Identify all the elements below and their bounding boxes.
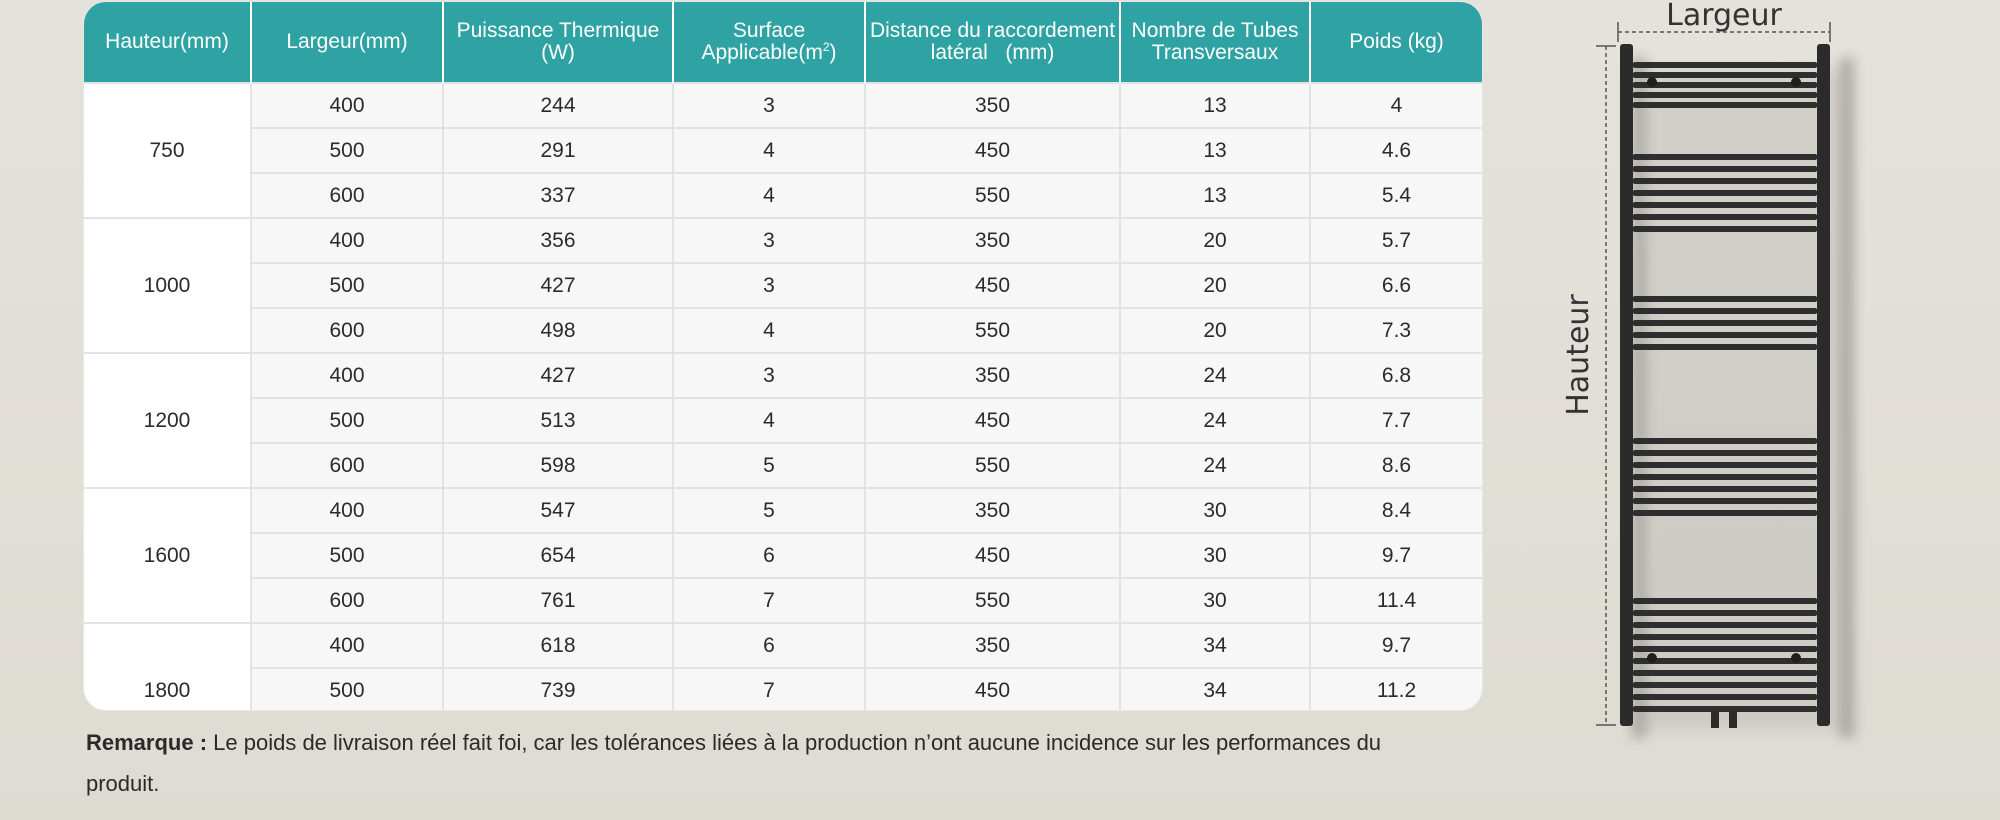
hauteur-cell: 1000 xyxy=(84,218,251,353)
header-surface-line2: Applicable(m xyxy=(701,41,823,64)
distance-cell: 350 xyxy=(865,353,1120,398)
poids-cell: 7.7 xyxy=(1310,398,1482,443)
puissance-cell: 654 xyxy=(443,533,673,578)
radiator-tube xyxy=(1633,450,1817,456)
poids-cell: 5.4 xyxy=(1310,173,1482,218)
table-row xyxy=(84,578,1482,623)
radiator-tube xyxy=(1633,498,1817,504)
remark-text: Le poids de livraison réel fait foi, car les tolérances liées à la production n’ont aucune incidence sur les performances du produit. xyxy=(86,730,1382,796)
hauteur-cell: 1200 xyxy=(84,353,251,488)
poids-cell: 9.7 xyxy=(1310,533,1482,578)
header-largeur: Largeur(mm) xyxy=(251,2,443,83)
spec-table xyxy=(84,2,1482,710)
header-surface-exponent: 2 xyxy=(822,40,830,54)
puissance-cell: 761 xyxy=(443,578,673,623)
table-row xyxy=(84,218,1482,263)
tubes-cell: 24 xyxy=(1120,398,1310,443)
tubes-cell: 20 xyxy=(1120,218,1310,263)
puissance-cell: 337 xyxy=(443,173,673,218)
largeur-cell: 500 xyxy=(251,128,443,173)
tubes-cell: 30 xyxy=(1120,533,1310,578)
radiator-tube xyxy=(1633,682,1817,688)
largeur-cell: 500 xyxy=(251,533,443,578)
header-surface xyxy=(673,2,865,83)
distance-cell: 550 xyxy=(865,308,1120,353)
puissance-cell: 291 xyxy=(443,128,673,173)
height-dimension xyxy=(1561,46,1616,725)
header-tubes-line1: Nombre de Tubes xyxy=(1131,19,1299,42)
radiator-diagram xyxy=(1540,0,1960,760)
tubes-cell: 30 xyxy=(1120,488,1310,533)
tubes-cell: 20 xyxy=(1120,263,1310,308)
radiator-tube xyxy=(1633,190,1817,196)
distance-cell: 550 xyxy=(865,578,1120,623)
surface-cell: 6 xyxy=(673,623,865,668)
surface-cell: 5 xyxy=(673,488,865,533)
tubes-cell: 13 xyxy=(1120,83,1310,128)
hauteur-cell: 1600 xyxy=(84,488,251,623)
distance-cell: 350 xyxy=(865,83,1120,128)
tubes-cell: 34 xyxy=(1120,623,1310,668)
surface-cell: 4 xyxy=(673,128,865,173)
spec-table-header xyxy=(84,2,1482,83)
table-row xyxy=(84,128,1482,173)
header-row xyxy=(84,2,1482,83)
surface-cell: 6 xyxy=(673,533,865,578)
radiator-tube xyxy=(1633,202,1817,208)
header-surface-close: ) xyxy=(829,41,837,64)
tubes-cell: 20 xyxy=(1120,308,1310,353)
table-row xyxy=(84,533,1482,578)
poids-cell: 11.2 xyxy=(1310,668,1482,710)
poids-cell: 8.4 xyxy=(1310,488,1482,533)
radiator-tube xyxy=(1633,598,1817,604)
radiator-tube xyxy=(1633,62,1817,68)
largeur-cell: 400 xyxy=(251,83,443,128)
table-row xyxy=(84,308,1482,353)
radiator-tube xyxy=(1633,646,1817,652)
spec-table-body xyxy=(84,83,1482,710)
largeur-cell: 400 xyxy=(251,218,443,263)
surface-cell: 5 xyxy=(673,443,865,488)
radiator-tube xyxy=(1633,694,1817,700)
puissance-cell: 427 xyxy=(443,353,673,398)
header-puissance-line2: (W) xyxy=(541,41,575,64)
radiator-illustration xyxy=(1540,0,1960,760)
largeur-cell: 500 xyxy=(251,668,443,710)
table-row xyxy=(84,398,1482,443)
header-tubes-line2: Transversaux xyxy=(1151,41,1279,64)
header-distance-line1: Distance du raccordement xyxy=(869,19,1116,42)
table-row xyxy=(84,83,1482,128)
radiator-tube xyxy=(1633,344,1817,350)
puissance-cell: 618 xyxy=(443,623,673,668)
table-row xyxy=(84,668,1482,710)
radiator-tube xyxy=(1633,670,1817,676)
spec-table-container xyxy=(84,2,1482,710)
puissance-cell: 427 xyxy=(443,263,673,308)
radiator-tube xyxy=(1633,166,1817,172)
puissance-cell: 498 xyxy=(443,308,673,353)
table-row xyxy=(84,173,1482,218)
radiator-tube xyxy=(1633,296,1817,302)
tubes-cell: 34 xyxy=(1120,668,1310,710)
poids-cell: 9.7 xyxy=(1310,623,1482,668)
surface-cell: 3 xyxy=(673,218,865,263)
table-row xyxy=(84,443,1482,488)
surface-cell: 4 xyxy=(673,398,865,443)
distance-cell: 450 xyxy=(865,128,1120,173)
radiator-tube xyxy=(1633,320,1817,326)
radiator-tube xyxy=(1633,658,1817,664)
largeur-cell: 600 xyxy=(251,578,443,623)
radiator-tube xyxy=(1633,154,1817,160)
radiator-tube xyxy=(1633,102,1817,108)
largeur-cell: 500 xyxy=(251,263,443,308)
distance-cell: 450 xyxy=(865,263,1120,308)
poids-cell: 4 xyxy=(1310,83,1482,128)
largeur-cell: 600 xyxy=(251,173,443,218)
radiator-tube xyxy=(1633,92,1817,98)
puissance-cell: 244 xyxy=(443,83,673,128)
remark-note xyxy=(86,722,1386,804)
radiator-tube xyxy=(1633,214,1817,220)
largeur-cell: 600 xyxy=(251,443,443,488)
distance-cell: 450 xyxy=(865,398,1120,443)
table-row xyxy=(84,263,1482,308)
height-label: Hauteur xyxy=(1561,294,1596,416)
tubes-cell: 24 xyxy=(1120,443,1310,488)
poids-cell: 11.4 xyxy=(1310,578,1482,623)
surface-cell: 7 xyxy=(673,668,865,710)
puissance-cell: 739 xyxy=(443,668,673,710)
poids-cell: 6.8 xyxy=(1310,353,1482,398)
poids-cell: 6.6 xyxy=(1310,263,1482,308)
tubes-cell: 24 xyxy=(1120,353,1310,398)
header-distance xyxy=(865,2,1120,83)
distance-cell: 450 xyxy=(865,668,1120,710)
poids-cell: 7.3 xyxy=(1310,308,1482,353)
radiator-tube xyxy=(1633,226,1817,232)
remark-label: Remarque : xyxy=(86,730,208,755)
radiator-tube xyxy=(1633,622,1817,628)
radiator-tube xyxy=(1633,462,1817,468)
puissance-cell: 547 xyxy=(443,488,673,533)
radiator-tube xyxy=(1633,610,1817,616)
radiator-tube xyxy=(1633,72,1817,78)
surface-cell: 4 xyxy=(673,308,865,353)
poids-cell: 8.6 xyxy=(1310,443,1482,488)
radiator-tube xyxy=(1633,510,1817,516)
distance-cell: 350 xyxy=(865,218,1120,263)
radiator-tube xyxy=(1633,308,1817,314)
hauteur-cell: 1800 xyxy=(84,623,251,710)
table-row xyxy=(84,488,1482,533)
radiator-tube xyxy=(1633,438,1817,444)
radiator-tube xyxy=(1633,706,1817,712)
header-hauteur: Hauteur(mm) xyxy=(84,2,251,83)
tubes-cell: 13 xyxy=(1120,128,1310,173)
distance-cell: 450 xyxy=(865,533,1120,578)
header-distance-line2: latéral (mm) xyxy=(930,41,1055,64)
surface-cell: 4 xyxy=(673,173,865,218)
distance-cell: 350 xyxy=(865,488,1120,533)
distance-cell: 550 xyxy=(865,173,1120,218)
radiator-tube xyxy=(1633,178,1817,184)
distance-cell: 350 xyxy=(865,623,1120,668)
surface-cell: 3 xyxy=(673,263,865,308)
surface-cell: 7 xyxy=(673,578,865,623)
radiator-tube xyxy=(1633,634,1817,640)
table-row xyxy=(84,623,1482,668)
tubes-cell: 13 xyxy=(1120,173,1310,218)
surface-cell: 3 xyxy=(673,353,865,398)
surface-cell: 3 xyxy=(673,83,865,128)
largeur-cell: 500 xyxy=(251,398,443,443)
header-tubes xyxy=(1120,2,1310,83)
header-puissance xyxy=(443,2,673,83)
radiator-tube xyxy=(1633,332,1817,338)
table-row xyxy=(84,353,1482,398)
largeur-cell: 400 xyxy=(251,488,443,533)
largeur-cell: 400 xyxy=(251,353,443,398)
puissance-cell: 598 xyxy=(443,443,673,488)
largeur-cell: 400 xyxy=(251,623,443,668)
puissance-cell: 513 xyxy=(443,398,673,443)
header-surface-line1: Surface xyxy=(732,19,806,42)
largeur-cell: 600 xyxy=(251,308,443,353)
width-dimension xyxy=(1618,0,1830,42)
radiator-tube xyxy=(1633,82,1817,88)
radiator-tube xyxy=(1633,474,1817,480)
tubes-cell: 30 xyxy=(1120,578,1310,623)
radiator-tube xyxy=(1633,486,1817,492)
distance-cell: 550 xyxy=(865,443,1120,488)
poids-cell: 4.6 xyxy=(1310,128,1482,173)
header-poids: Poids (kg) xyxy=(1310,2,1482,83)
poids-cell: 5.7 xyxy=(1310,218,1482,263)
width-label: Largeur xyxy=(1666,0,1782,33)
header-puissance-line1: Puissance Thermique xyxy=(456,19,660,42)
hauteur-cell: 750 xyxy=(84,83,251,218)
puissance-cell: 356 xyxy=(443,218,673,263)
